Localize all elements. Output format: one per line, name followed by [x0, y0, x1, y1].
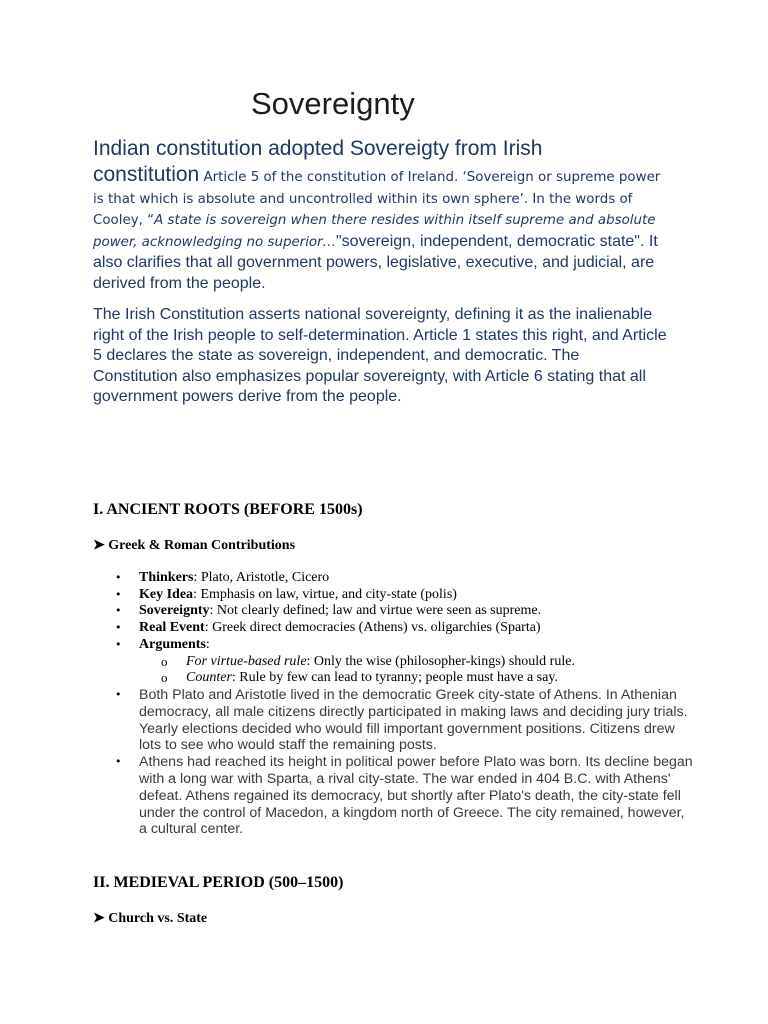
item-text: :: [205, 636, 210, 652]
arguments-sublist: [139, 654, 693, 687]
intro-quote-italic: A state is sovereign when there resides within itself supreme and absolute power, acknowledging no superior…: [93, 213, 656, 250]
bullet-icon: •: [115, 687, 122, 701]
athens-democracy-paragraph: Both Plato and Aristotle lived in the democratic Greek city-state of Athens. In Athenian democracy, all male citizens directly participated in making laws and deciding jury trials. Yearly elections decided who would fill important government positions. Citizens drew lots to see who would staff the remaining posts.: [139, 686, 688, 754]
ancient-roots-list: [93, 570, 693, 838]
item-label: Sovereignty: [139, 603, 210, 619]
circle-bullet-icon: o: [161, 653, 168, 669]
intro-heading-line2: constitution: [93, 163, 200, 186]
argument-label: Counter: [186, 670, 232, 686]
subheading-church-vs-state: ➤ Church vs. State: [93, 911, 208, 926]
circle-bullet-icon: o: [161, 670, 168, 686]
argument-text: : Rule by few can lead to tyranny; people must have a say.: [231, 670, 558, 686]
bullet-icon: •: [115, 604, 122, 618]
list-item: [93, 570, 693, 587]
subheading-greek-roman: ➤ Greek & Roman Contributions: [93, 538, 296, 553]
bullet-icon: •: [115, 621, 122, 635]
sub-list-item: [139, 670, 693, 687]
item-label: Thinkers: [139, 570, 194, 585]
list-item: [93, 603, 693, 620]
item-text: : Not clearly defined; law and virtue were seen as supreme.: [209, 603, 542, 619]
irish-constitution-paragraph: The Irish Constitution asserts national sovereignty, defining it as the inalienable right of the Irish people to self-determination. Article 1 states this right, and Article 5 declares the state as sovereign, independent, and democratic. The Constitution also emphasizes popular sovereignty, with Article 6 stating that all government powers derive from the people.: [93, 306, 667, 406]
list-item: [93, 754, 693, 838]
sub-list-item: [139, 654, 693, 671]
page-title: Sovereignty: [251, 86, 415, 121]
section-heading-medieval-period: II. MEDIEVAL PERIOD (500–1500): [93, 874, 344, 891]
bullet-icon: •: [115, 571, 122, 584]
argument-text: : Only the wise (philosopher-kings) should rule.: [306, 653, 575, 669]
list-item: [93, 587, 693, 604]
item-label: Arguments: [139, 636, 206, 652]
intro-paragraph: [93, 136, 673, 294]
item-text: : Greek direct democracies (Athens) vs. oligarchies (Sparta): [204, 620, 541, 636]
bullet-icon: •: [115, 755, 122, 769]
bullet-icon: •: [115, 637, 122, 651]
athens-decline-paragraph: Athens had reached its height in political power before Plato was born. Its decline began with a long war with Sparta, a rival city-state. The war ended in 404 B.C. with Athens' defeat. Athens regained its democracy, but shortly after Plato's death, the city-state fell under the control of Macedon, a kingdom north of Greece. The city remained, however, a cultural center.: [139, 754, 693, 838]
argument-label: For virtue-based rule: [186, 653, 307, 669]
intro-quote-text: Article 5 of the constitution of Ireland. ‘Sovereign or supreme power is that which is absolute and uncontrolled within its own sphere’. In the words of Cooley, “: [93, 170, 661, 228]
list-item: [93, 637, 693, 687]
intro-heading-line1: Indian constitution adopted Sovereigty from Irish: [93, 137, 543, 160]
item-text: : Emphasis on law, virtue, and city-state (polis): [193, 586, 457, 602]
bullet-icon: •: [115, 587, 122, 601]
list-item: [93, 687, 693, 754]
item-label: Real Event: [139, 620, 205, 636]
item-text: : Plato, Aristotle, Cicero: [193, 570, 330, 585]
intro-body-text: "sovereign, independent, democratic state". It also clarifies that all government powers, legislative, executive, and judicial, are derived from the people.: [93, 232, 658, 292]
item-label: Key Idea: [139, 586, 194, 602]
list-item: [93, 620, 693, 637]
section-heading-ancient-roots: I. ANCIENT ROOTS (BEFORE 1500s): [93, 501, 363, 518]
